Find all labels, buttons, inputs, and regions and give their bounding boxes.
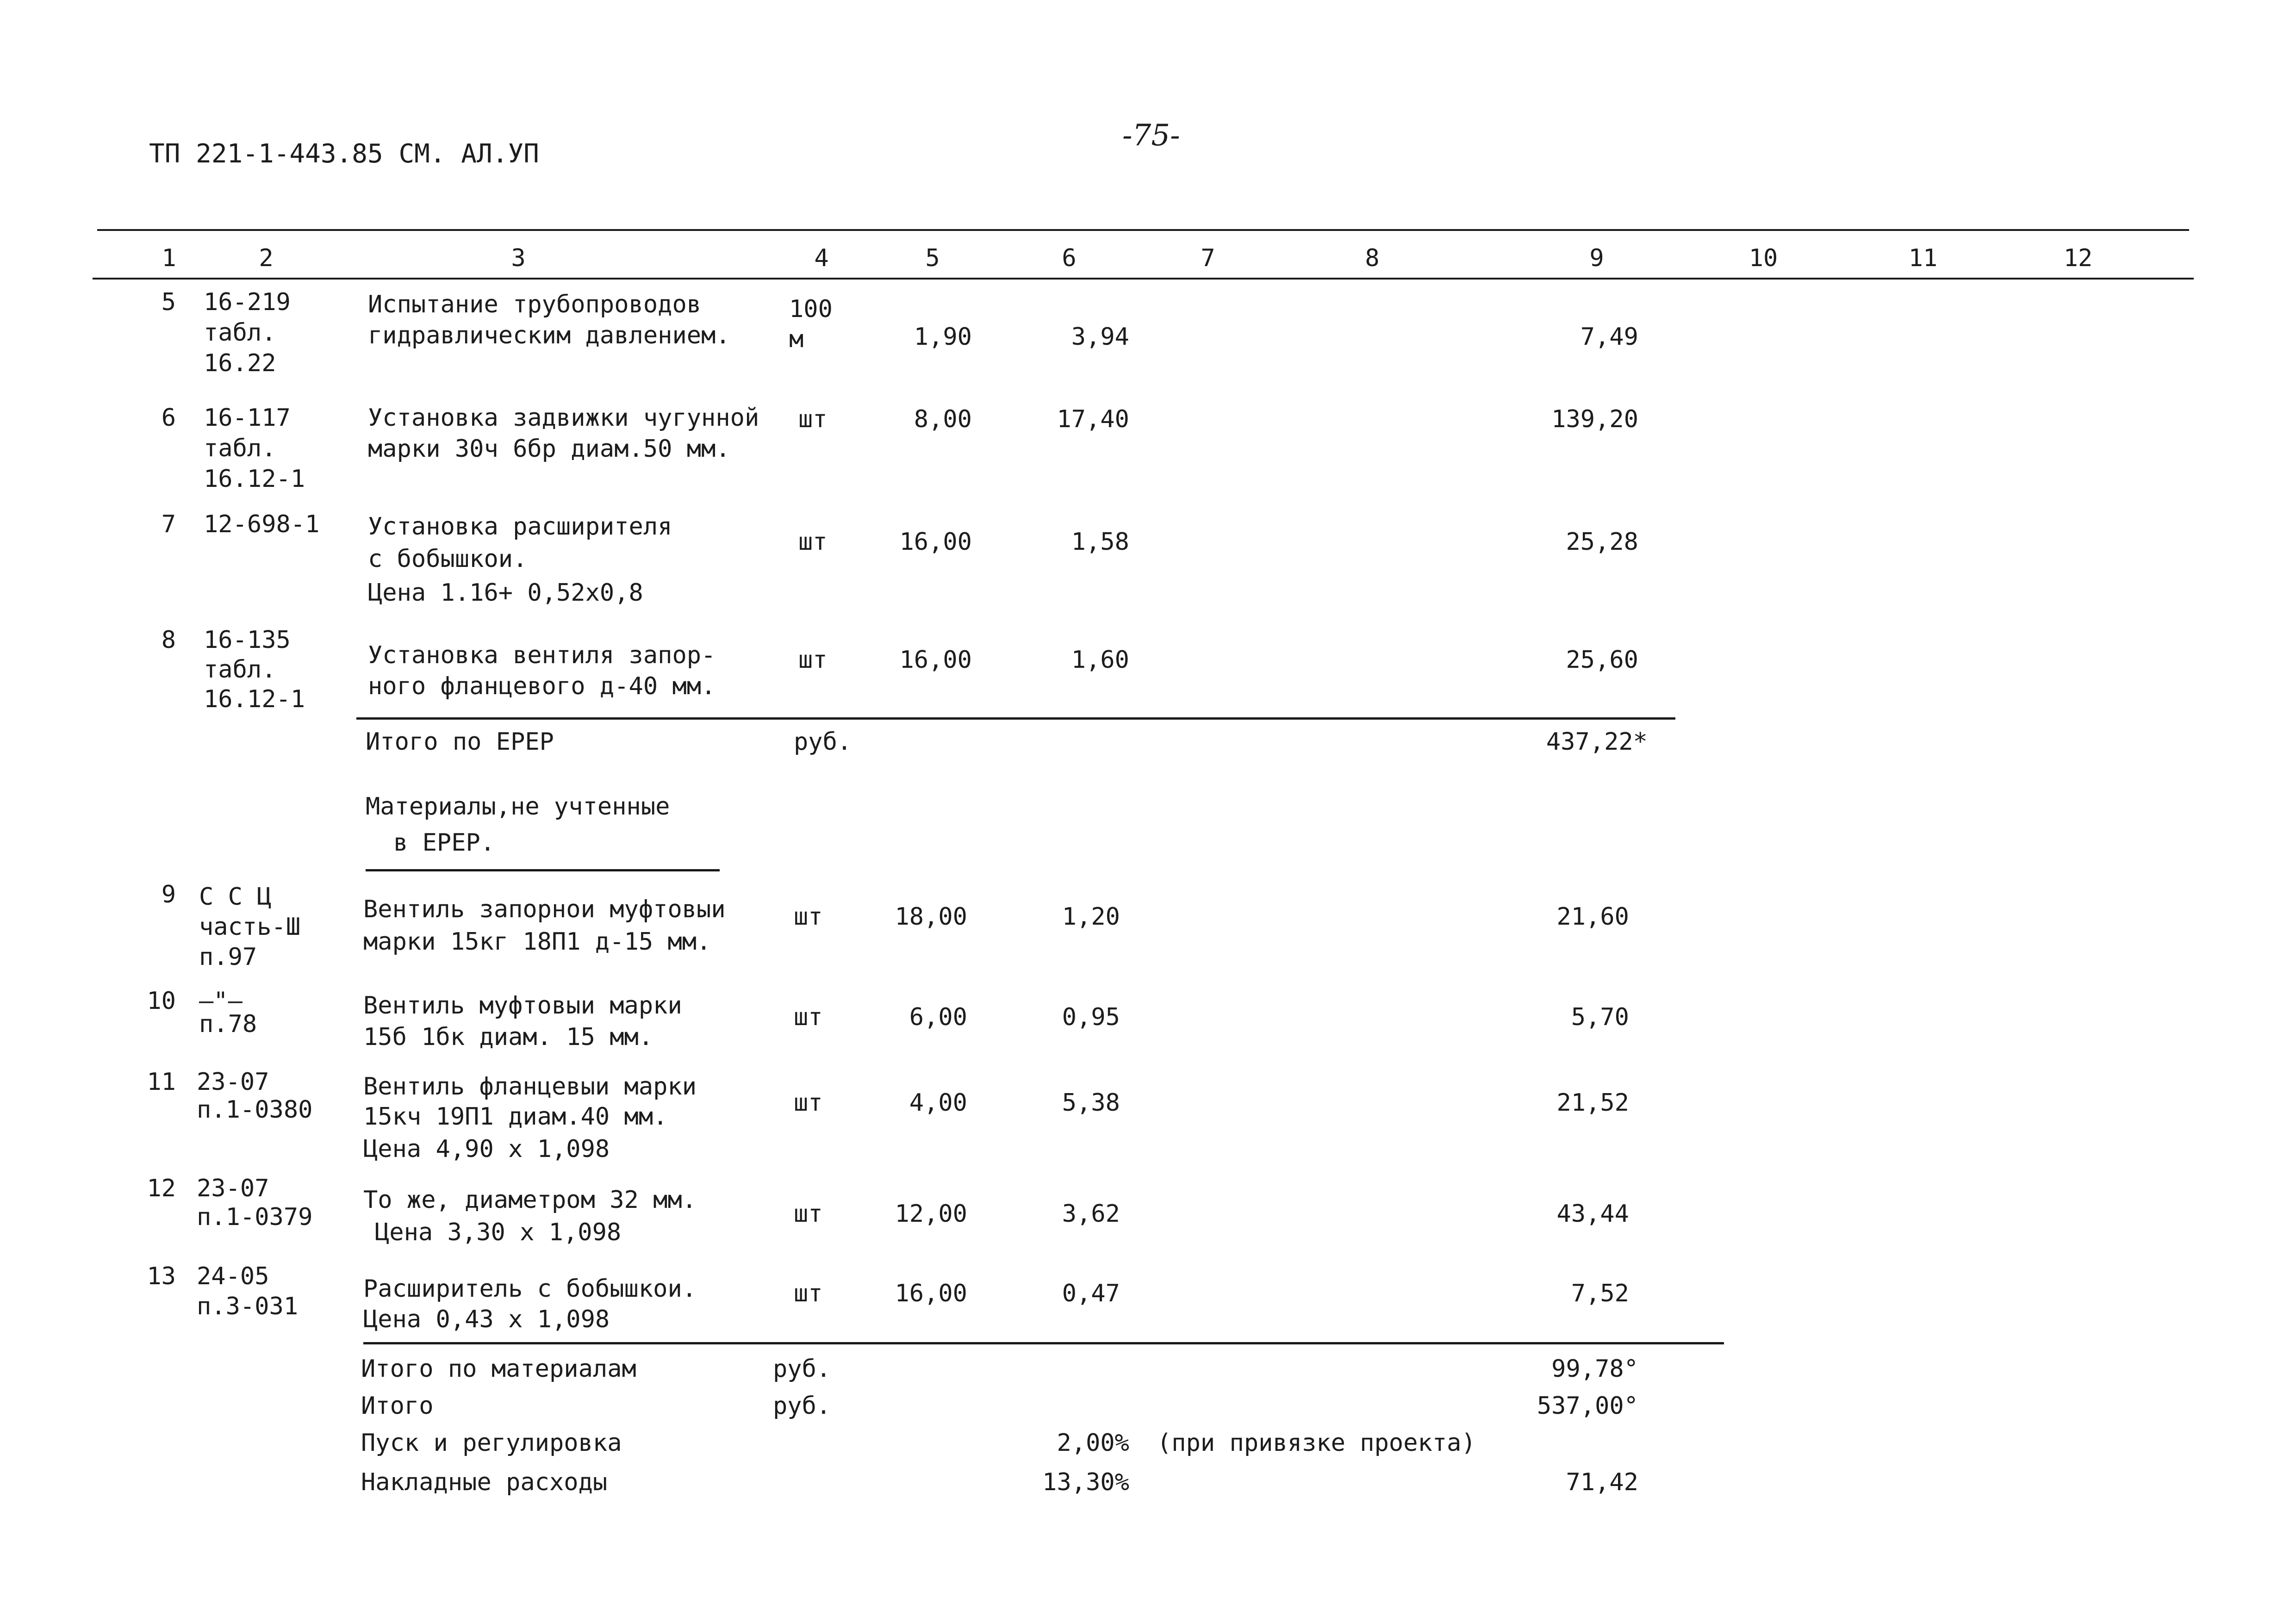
startup-note: (при привязке проекта): [1157, 1429, 1476, 1457]
total-cost: 21,52: [1556, 1089, 1629, 1117]
quantity: 8,00: [914, 405, 972, 433]
norm-code: табл.: [204, 656, 276, 684]
materials-total-value: 99,78°: [1551, 1355, 1638, 1383]
norm-code: п.78: [199, 1010, 257, 1038]
grand-total-label: Итого: [361, 1392, 434, 1420]
material-description: Вентиль фланцевыи марки: [363, 1073, 697, 1101]
materials-heading: в ЕРЕР.: [393, 829, 495, 857]
norm-code: С С Ц: [199, 883, 272, 911]
column-header: 5: [925, 244, 940, 272]
quantity: 18,00: [895, 903, 967, 931]
work-description: марки 30ч 6бр диам.50 мм.: [368, 435, 730, 463]
startup-label: Пуск и регулировка: [361, 1429, 622, 1457]
norm-code: п.3-031: [197, 1293, 299, 1320]
norm-code: табл.: [204, 319, 276, 347]
row-number: 13: [147, 1262, 176, 1290]
norm-code: 16-117: [204, 404, 291, 432]
unit-price: 1,60: [1071, 646, 1129, 674]
row-number: 10: [147, 987, 176, 1015]
unit: шт: [798, 405, 828, 433]
quantity: 12,00: [895, 1200, 967, 1228]
material-description: Цена 3,30 х 1,098: [375, 1219, 622, 1246]
norm-code: 23-07: [197, 1175, 269, 1202]
column-header: 8: [1365, 244, 1380, 272]
unit: м: [789, 325, 804, 353]
materials-total-rule: [363, 1342, 1724, 1344]
total-cost: 7,49: [1580, 323, 1638, 351]
material-description: Расширитель с бобышкои.: [363, 1275, 697, 1303]
norm-code: 16-135: [204, 626, 291, 654]
column-header: 12: [2063, 244, 2093, 272]
overhead-percent: 13,30%: [1042, 1468, 1129, 1496]
work-description: гидравлическим давлением.: [368, 322, 730, 349]
norm-code: п.1-0380: [197, 1096, 313, 1124]
unit: шт: [798, 528, 828, 556]
header-bottom-rule: [93, 278, 2194, 280]
total-cost: 43,44: [1556, 1200, 1629, 1228]
subtotal-label: Итого по ЕРЕР: [366, 728, 554, 756]
norm-code: п.1-0379: [197, 1203, 313, 1231]
quantity: 16,00: [899, 646, 972, 674]
norm-code: —"—: [199, 987, 243, 1015]
quantity: 6,00: [909, 1003, 967, 1031]
materials-heading: Материалы,не учтенные: [366, 793, 670, 821]
column-header: 3: [511, 244, 526, 272]
unit-price: 1,20: [1062, 903, 1120, 931]
materials-total-unit: руб.: [773, 1355, 831, 1383]
unit: 100: [789, 295, 833, 323]
norm-code: 16.12-1: [204, 465, 305, 493]
quantity: 16,00: [895, 1280, 967, 1307]
material-description: 15б 1бк диам. 15 мм.: [363, 1023, 653, 1051]
work-description: с бобышкои.: [368, 545, 528, 573]
unit-price: 5,38: [1062, 1089, 1120, 1117]
quantity: 16,00: [899, 528, 972, 556]
norm-code: 16.12-1: [204, 685, 305, 713]
unit: шт: [794, 903, 823, 931]
row-number: 6: [161, 404, 176, 432]
material-description: марки 15кг 18П1 д-15 мм.: [363, 928, 711, 956]
unit-price: 17,40: [1057, 405, 1129, 433]
work-description: Цена 1.16+ 0,52х0,8: [368, 579, 643, 607]
unit: шт: [794, 1089, 823, 1117]
total-cost: 25,60: [1566, 646, 1638, 674]
work-description: Испытание трубопроводов: [368, 291, 702, 318]
overhead-value: 71,42: [1566, 1468, 1638, 1496]
quantity: 1,90: [914, 323, 972, 351]
material-description: Вентиль запорнои муфтовыи: [363, 895, 726, 923]
startup-percent: 2,00%: [1057, 1429, 1129, 1457]
document-code: ТП 221-1-443.85 СМ. АЛ.УП: [149, 139, 539, 169]
materials-heading-rule: [366, 869, 720, 871]
norm-code: 24-05: [197, 1262, 269, 1290]
unit-price: 3,62: [1062, 1200, 1120, 1228]
unit: шт: [794, 1200, 823, 1228]
grand-total-value: 537,00°: [1537, 1392, 1638, 1420]
unit: шт: [794, 1280, 823, 1307]
table-top-rule: [97, 229, 2189, 231]
material-description: Цена 0,43 х 1,098: [363, 1306, 610, 1333]
row-number: 11: [147, 1068, 176, 1096]
norm-code: 23-07: [197, 1068, 269, 1096]
unit-price: 0,95: [1062, 1003, 1120, 1031]
work-description: Установка задвижки чугунной: [368, 404, 759, 432]
total-cost: 21,60: [1556, 903, 1629, 931]
row-number: 5: [161, 288, 176, 316]
column-header: 11: [1908, 244, 1938, 272]
column-header: 6: [1062, 244, 1076, 272]
page-number: -75-: [1122, 118, 1180, 153]
total-cost: 139,20: [1551, 405, 1638, 433]
column-header: 7: [1201, 244, 1215, 272]
norm-code: 12-698-1: [204, 510, 320, 538]
work-description: ного фланцевого д-40 мм.: [368, 672, 716, 700]
row-number: 8: [161, 626, 176, 654]
norm-code: 16-219: [204, 288, 291, 316]
total-cost: 25,28: [1566, 528, 1638, 556]
subtotal-rule: [356, 717, 1675, 720]
column-header: 10: [1748, 244, 1778, 272]
row-number: 12: [147, 1175, 176, 1202]
subtotal-total: 437,22*: [1546, 728, 1648, 756]
work-description: Установка вентиля запор-: [368, 641, 716, 669]
unit-price: 3,94: [1071, 323, 1129, 351]
quantity: 4,00: [909, 1089, 967, 1117]
unit: шт: [794, 1003, 823, 1031]
column-header: 2: [259, 244, 274, 272]
subtotal-unit: руб.: [794, 728, 852, 756]
total-cost: 5,70: [1571, 1003, 1629, 1031]
unit: шт: [798, 646, 828, 674]
norm-code: табл.: [204, 435, 276, 462]
total-cost: 7,52: [1571, 1280, 1629, 1307]
unit-price: 0,47: [1062, 1280, 1120, 1307]
grand-total-unit: руб.: [773, 1392, 831, 1420]
row-number: 9: [161, 881, 176, 908]
material-description: Вентиль муфтовыи марки: [363, 992, 682, 1020]
column-header: 4: [814, 244, 829, 272]
material-description: Цена 4,90 х 1,098: [363, 1135, 610, 1163]
unit-price: 1,58: [1071, 528, 1129, 556]
row-number: 7: [161, 510, 176, 538]
column-header: 1: [162, 244, 176, 272]
work-description: Установка расширителя: [368, 513, 672, 541]
materials-total-label: Итого по материалам: [361, 1355, 636, 1383]
column-header: 9: [1589, 244, 1604, 272]
overhead-label: Накладные расходы: [361, 1468, 608, 1496]
material-description: 15кч 19П1 диам.40 мм.: [363, 1103, 668, 1131]
norm-code: 16.22: [204, 349, 276, 377]
norm-code: п.97: [199, 943, 257, 971]
norm-code: часть-Ш: [199, 913, 301, 941]
material-description: То же, диаметром 32 мм.: [363, 1186, 697, 1214]
